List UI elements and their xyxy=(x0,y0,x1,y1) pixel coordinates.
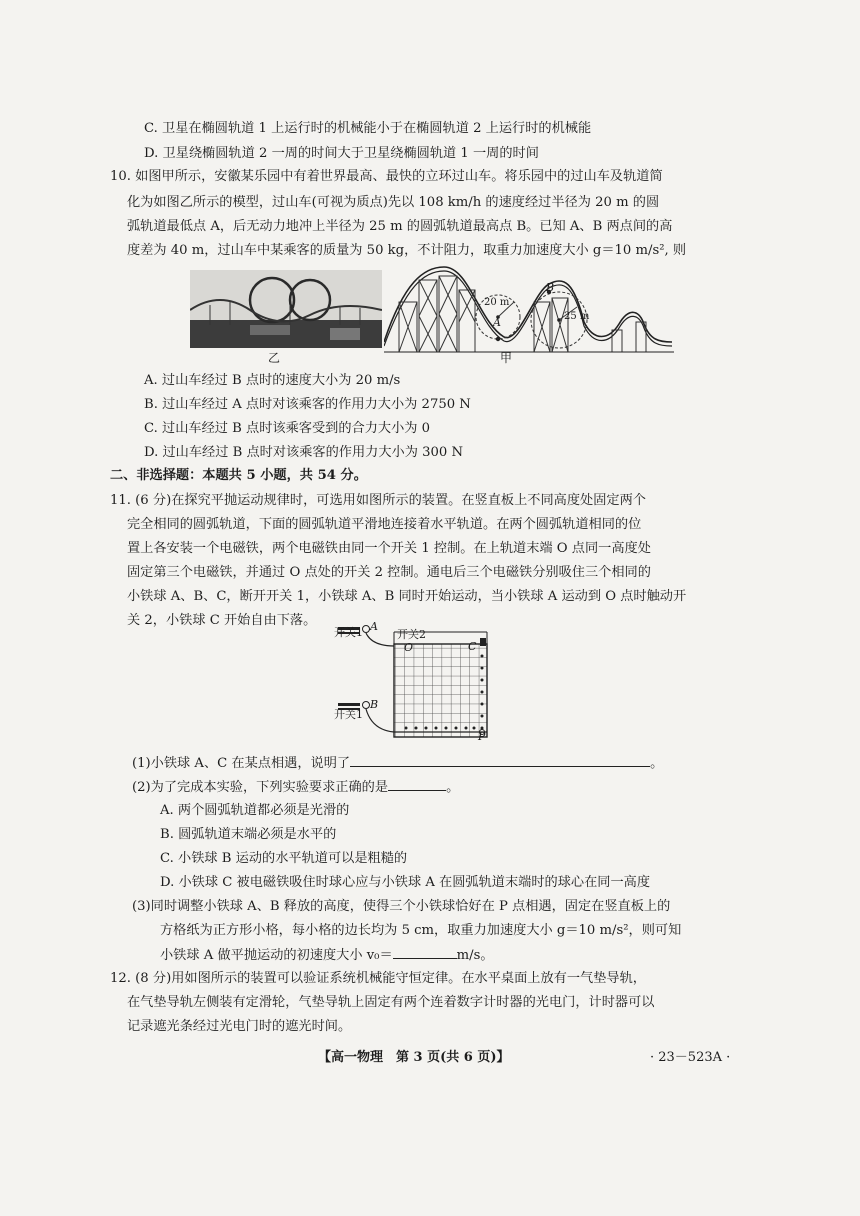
figure-jia-label: 乙 xyxy=(268,351,281,365)
point-p-label: P xyxy=(478,730,486,743)
q10-stem-line: 度差为 40 m，过山车中某乘客的质量为 50 kg，不计阻力，取重力加速度大小 g＝10 m/s², 则 xyxy=(127,243,687,258)
q11-stem-line: 置上各安装一个电磁铁，两个电磁铁由同一个开关 1 控制。在上轨道末端 O 点同一高度处 xyxy=(127,541,651,556)
q11-part2-end: 。 xyxy=(446,780,460,795)
q10-option: D. 过山车经过 B 点时对该乘客的作用力大小为 300 N xyxy=(144,445,464,460)
q11-part3-last xyxy=(160,944,494,967)
q10-stem-line: 化为如图乙所示的模型，过山车(可视为质点)先以 108 km/h 的速度经过半径为 20 m 的圆 xyxy=(127,195,660,210)
q10-stem-line: 10. 如图甲所示，安徽某乐园中有着世界最高、最快的立环过山车。将乐园中的过山车及轨道简 xyxy=(110,169,663,184)
q10-option: B. 过山车经过 A 点时对该乘客的作用力大小为 2750 N xyxy=(144,397,471,412)
radius-label-25m: 25 m xyxy=(564,311,590,322)
point-a-label: A xyxy=(493,316,501,329)
radius-label-20m: 20 m xyxy=(484,297,510,308)
q9-option-d: D. 卫星绕椭圆轨道 2 一周的时间大于卫星绕椭圆轨道 1 一周的时间 xyxy=(144,146,539,161)
q11-stem-line: 固定第三个电磁铁，并通过 O 点处的开关 2 控制。通电后三个电磁铁分别吸住三个相同的 xyxy=(127,565,651,580)
switch1-bottom-label: 开关1 xyxy=(334,708,363,721)
q11-part2 xyxy=(132,776,459,799)
q10-option: C. 过山车经过 B 点时该乘客受到的合力大小为 0 xyxy=(144,421,431,436)
coaster-model-diagram xyxy=(384,262,674,358)
section-heading: 二、非选择题：本题共 5 小题，共 54 分。 xyxy=(110,468,367,483)
q11-part3-unit: m/s。 xyxy=(456,948,494,963)
switch1-top-label: 开关1 xyxy=(334,626,363,639)
q12-stem-line: 在气垫导轨左侧装有定滑轮，气垫导轨上固定有两个连着数字计时器的光电门，计时器可以 xyxy=(127,995,655,1010)
q11-part3-text: 小铁球 A 做平抛运动的初速度大小 v₀＝ xyxy=(160,948,393,963)
answer-blank[interactable] xyxy=(388,776,446,791)
q12-stem-line: 记录遮光条经过光电门时的遮光时间。 xyxy=(127,1019,352,1034)
q11-part2-option: D. 小铁球 C 被电磁铁吸住时球心应与小铁球 A 在圆弧轨道末端时的球心在同一高度 xyxy=(160,875,651,890)
ball-c-label: C xyxy=(468,640,477,653)
q11-part3-line: 方格纸为正方形小格，每小格的边长均为 5 cm，取重力加速度大小 g＝10 m/s²，则可知 xyxy=(160,923,682,938)
q11-part2-option: C. 小铁球 B 运动的水平轨道可以是粗糙的 xyxy=(160,851,408,866)
ball-a-label: A xyxy=(370,620,378,633)
point-b-label: B xyxy=(546,281,555,294)
q11-stem-line: 11. (6 分)在探究平抛运动规律时，可选用如图所示的装置。在竖直板上不同高度处固定两个 xyxy=(110,493,646,508)
page-footer: 【高一物理 第 3 页(共 6 页)】 xyxy=(318,1050,510,1065)
q11-part1-text: (1)小铁球 A、C 在某点相遇，说明了 xyxy=(132,756,351,771)
paper-code: · 23－523A · xyxy=(650,1050,731,1065)
q11-stem-line: 关 2，小铁球 C 开始自由下落。 xyxy=(127,613,317,628)
roller-coaster-photo xyxy=(190,270,382,348)
answer-blank[interactable] xyxy=(393,944,457,959)
q10-stem-line: 弧轨道最低点 A，后无动力地冲上半径为 25 m 的圆弧轨道最高点 B。已知 A、B 两点间的高 xyxy=(127,219,673,234)
q11-part2-option: B. 圆弧轨道末端必须是水平的 xyxy=(160,827,337,842)
q10-option: A. 过山车经过 B 点时的速度大小为 20 m/s xyxy=(144,373,401,388)
q11-part3-line: (3)同时调整小铁球 A、B 释放的高度，使得三个小铁球恰好在 P 点相遇，固定在竖直板上的 xyxy=(132,899,671,914)
answer-blank[interactable] xyxy=(350,752,650,767)
q11-part1 xyxy=(132,752,663,775)
q11-part2-option: A. 两个圆弧轨道都必须是光滑的 xyxy=(160,803,350,818)
q11-part2-text: (2)为了完成本实验，下列实验要求正确的是 xyxy=(132,780,389,795)
q12-stem-line: 12. (8 分)用如图所示的装置可以验证系统机械能守恒定律。在水平桌面上放有一气垫导轨， xyxy=(110,971,646,986)
point-o-label: O xyxy=(404,641,414,654)
q11-part1-end: 。 xyxy=(650,756,664,771)
q11-stem-line: 小铁球 A、B、C，断开开关 1，小铁球 A、B 同时开始运动，当小铁球 A 运动到 O 点时触动开 xyxy=(127,589,687,604)
q11-stem-line: 完全相同的圆弧轨道，下面的圆弧轨道平滑地连接着水平轨道。在两个圆弧轨道相同的位 xyxy=(127,517,642,532)
ball-b-label: B xyxy=(370,698,379,711)
figure-yi-label: 甲 xyxy=(500,351,513,365)
switch2-label: 开关2 xyxy=(397,628,426,641)
q9-option-c: C. 卫星在椭圆轨道 1 上运行时的机械能小于在椭圆轨道 2 上运行时的机械能 xyxy=(144,121,592,136)
